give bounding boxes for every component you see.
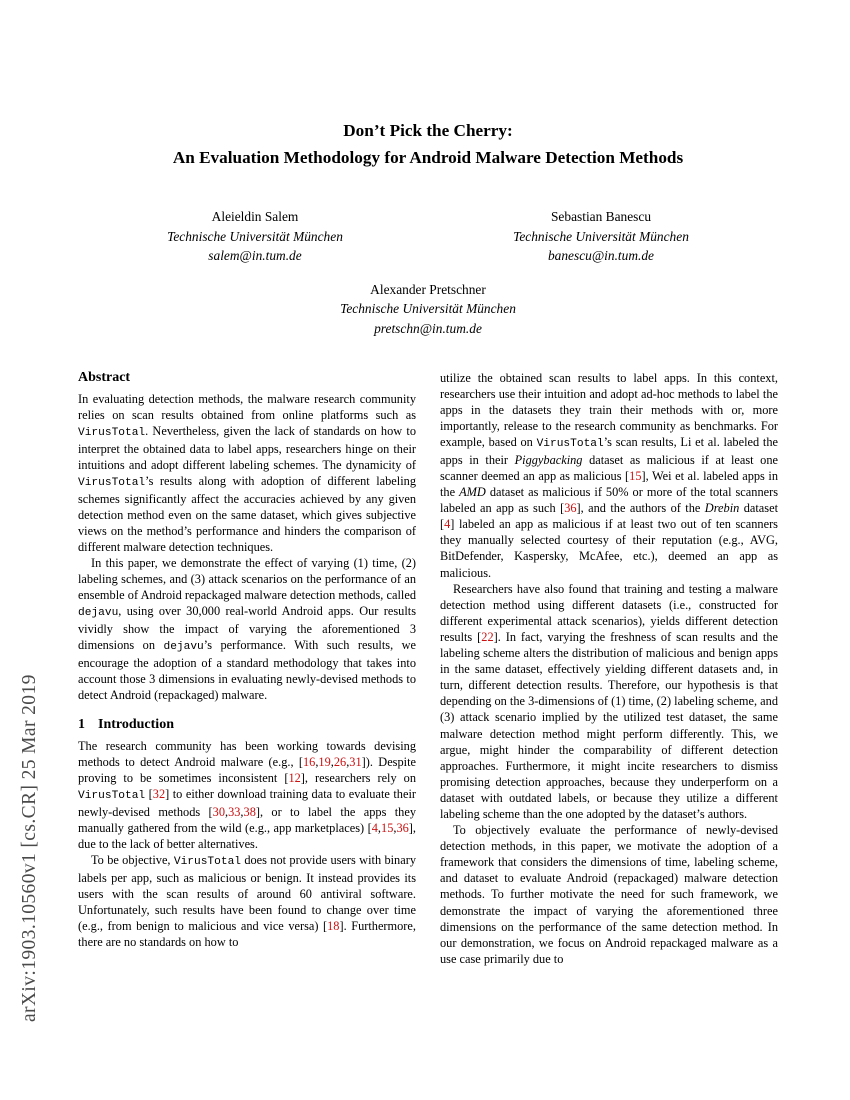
virustotal-mono: VirusTotal [78,427,146,440]
abstract-heading: Abstract [78,369,131,385]
text-run: In evaluating detection methods, the malware research community relies on scan results obtained from online platforms such as [78,391,416,423]
author-0-affiliation: Technische Universität München [167,228,343,244]
text-run: Researchers have also found that training and testing a malware detection method using different datasets (i.e., constructed for different experimental attack scenarios), yields different detection results [ [440,581,778,644]
author-0-email: salem@in.tum.de [208,248,302,264]
author-2-name: Alexander Pretschner [370,281,486,297]
author-row-1 [78,207,778,265]
citation-link[interactable]: 26 [333,754,347,769]
text-run: [ [145,787,153,802]
author-1-affiliation: Technische Universität München [513,228,689,244]
text-run: ] to either download training data to evaluate their newly-devised methods [ [78,787,416,819]
title-line-2: An Evaluation Methodology for Android Malware Detection Methods [172,147,684,167]
body-columns [78,370,778,967]
text-run: ], researchers rely on [300,770,416,785]
arxiv-stamp-text: arXiv:1903.10560v1 [cs.CR] 25 Mar 2019 [19,674,40,1022]
author-2 [303,280,553,338]
author-1-name: Sebastian Banescu [550,209,652,225]
introduction-number: 1 [78,716,85,732]
author-2-affiliation: Technische Universität München [340,301,516,317]
left-column [78,370,416,967]
author-0 [130,207,380,265]
text-run: ’s results along with adoption of different labeling schemes significantly affect the accuracies achieved by any given detection method even on the same dataset, which gives subjective views on the method’s performance and hinders the comparison of different malware detection techniques. [78,473,416,554]
author-0-name: Aleieldin Salem [211,209,299,225]
text-run: utilize the obtained scan results to label apps. In this context, researchers use their intuition and adopt ad-hoc methods to label the apps in the datasets they train their methods with or, more importantly, release to the research community as benchmarks. For example, based on [440,370,778,450]
abstract-paragraph-2 [78,555,416,703]
citation-link[interactable]: 36 [396,820,409,835]
citation-link[interactable]: 4 [444,517,451,532]
arxiv-stamp [0,0,60,1100]
introduction-heading [78,717,416,733]
citation-link[interactable]: 15 [629,469,642,484]
right-paragraph-2 [440,581,778,822]
abstract-paragraph-1 [78,391,416,555]
intro-paragraph-2 [78,852,416,950]
citation-link[interactable]: 16 [302,754,316,769]
page-title [98,118,758,171]
citation-link[interactable]: 18 [327,918,340,933]
virustotal-mono: VirusTotal [78,476,146,489]
dejavu-mono: dejavu [78,607,119,620]
text-run: ]). Despite proving to be sometimes inconsistent [ [78,754,416,785]
virustotal-mono: VirusTotal [536,438,604,451]
virustotal-mono: VirusTotal [78,790,146,803]
text-run: ], and the authors of the [576,501,705,516]
citation-link[interactable]: 38 [243,804,256,819]
citation-link[interactable]: 4 [371,820,378,835]
title-line-1: Don’t Pick the Cherry: [343,121,513,140]
text-run: To objectively evaluate the performance of newly-devised detection methods, in this paper, we motivate the adoption of a framework that considers the dimensions of time, labeling scheme, and dataset to evaluate Android (repackaged) malware detection methods. To further motivate the need for such framework, we demonstrate the impact of varying the aforementioned three dimensions on the performance of the same detection method. In our demonstration, we focus on Android repackaged malware as a use case primarily due to [440,823,778,966]
text-run: dataset as malicious if 50% or more of the total scanners labeled an app as such [ [440,485,779,516]
text-run: The research community has been working towards devising methods to detect Android malware (e.g., [ [78,738,416,769]
text-run: dataset [ [440,501,778,532]
citation-link[interactable]: 15 [381,820,394,835]
text-run: To be objective, [91,852,174,867]
introduction-title: Introduction [98,716,174,732]
text-run: ’s performance. With such results, we encourage the adoption of a standard methodology that takes into account those 3 dimensions in evaluating newly-devised methods to detect Android (repackaged) malware. [78,637,416,702]
author-row-2 [78,280,778,338]
citation-link[interactable]: 32 [152,787,166,802]
text-run: ’s scan results, Li et al. labeled the apps in their [440,435,778,467]
text-run: . Nevertheless, given the lack of standards on how to interpret the obtained data to label apps, researchers hinge on their intuitions and adopt different labeling schemes. The dynamicity of [78,424,416,472]
text-run: ], Wei et al. labeled apps in the [440,469,778,500]
citation-link[interactable]: 19 [318,754,331,769]
text-run: ], or to label the apps they manually gathered from the wild (e.g., app marketplaces) [ [78,804,416,835]
citation-link[interactable]: 31 [349,754,362,769]
dataset-name-drebin: Drebin [704,501,740,516]
dataset-name-amd: AMD [459,485,486,500]
text-run: ]. In fact, varying the freshness of scan results and the labeling scheme alters the distribution of malicious and benign apps in the same dataset, effectively yielding different datasets and, in turn, different detection results. Therefore, our hypothesis is that depending on the 3-dimensions of (1) time, (2) labeling scheme, and (3) attack scenario implied by the utilized test dataset, the same malware detection method might perform differently. This, we argue, might hinder the comparability of different detection approaches. Furthermore, it might incite researchers to dismiss promising detection approaches, because they underperform on a dataset with outdated labels, or because they utilize a different labeling scheme than the one adopted by the dataset’s authors. [440,629,778,821]
text-run: ]. Furthermore, there are no standards on how to [78,918,416,949]
text-run: , using over 30,000 real-world Android apps. Our results vividly show the impact of varying the aforementioned 3 dimensions on [78,604,416,652]
citation-link[interactable]: 30 [212,804,225,819]
dataset-name-piggybacking: Piggybacking [514,452,583,467]
text-run: ] labeled an app as malicious if at least two out of ten scanners they manually selected courtesy of their reputation (e.g., AVG, BitDefender, Kaspersky, McAfee, etc.), deemed an app as malicious. [440,517,778,580]
text-run: does not provide users with binary labels per app, such as malicious or benign. It instead provides its users with the scan results of around 60 antiviral software. Unfortunately, such results have been found to change over time (e.g., from benign to malicious and vice versa) [ [78,852,416,933]
citation-link[interactable]: 12 [288,770,301,785]
right-paragraph-3 [440,822,778,967]
right-paragraph-1 [440,370,778,581]
author-block [78,207,778,338]
text-run: ], due to the lack of better alternatives. [78,820,416,851]
paper-content [78,118,778,967]
citation-link[interactable]: 36 [564,501,577,516]
author-2-email: pretschn@in.tum.de [374,320,482,336]
virustotal-mono: VirusTotal [173,855,241,868]
author-1-email: banescu@in.tum.de [547,248,655,264]
citation-link[interactable]: 33 [228,804,241,819]
text-run: In this paper, we demonstrate the effect of varying (1) time, (2) labeling schemes, and (3) attack scenarios on the performance of an ensemble of Android repackaged malware detection methods, called [78,555,416,603]
text-run: dataset as malicious if at least one scanner deemed an app as malicious [ [440,452,779,484]
author-1 [476,207,726,265]
citation-link[interactable]: 22 [481,629,494,644]
dejavu-mono: dejavu [163,640,204,653]
right-column [440,370,778,967]
intro-paragraph-1: The research community has been working towards devising methods to detect Android malware (e.g., [16,19,26,31]). Despite proving to be sometimes inconsistent [12], researchers rely on VirusTotal [32] to either download training data to evaluate their newly-devised methods [30,33,38], or to label the apps they manually gathered from the wild (e.g., app marketplaces) [4,15,36], due to the lack of better alternatives. [78,738,416,851]
